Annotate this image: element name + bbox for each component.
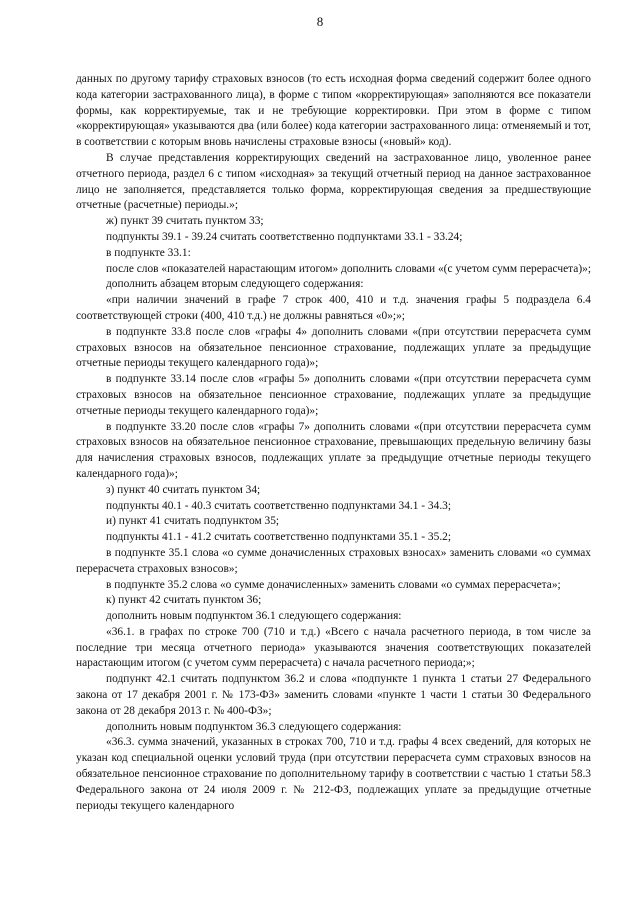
- paragraph: подпункты 41.1 - 41.2 считать соответственно подпунктами 35.1 - 35.2;: [106, 531, 452, 544]
- paragraph: «36.3. сумма значений, указанных в строках 700, 710 и т.д. графы 4 всех сведений, для которых не указан код специальной оценки условий труда (при отсутствии перерасчета сумм страховых взносов на обязательное пенсионное страхование по дополнительному тарифу в соответствии с частью 1 статьи 58.3 Федерального закона от 24 июля 2009 г. № 212-ФЗ, подлежащих уплате за предыдущие отчетные периоды текущего календарного: [76, 736, 591, 812]
- paragraph: к) пункт 42 считать пунктом 36;: [106, 594, 262, 607]
- paragraph: в подпункте 33.1:: [106, 246, 191, 259]
- paragraph: В случае представления корректирующих сведений на застрахованное лицо, уволенное ранее отчетного периода, раздел 6 с типом «исходная» за текущий отчетный период на данное застрахованное лицо не заполняется, представляется только форма, корректирующая сведения за предшествующие отчетные (расчетные) периоды.»;: [76, 151, 591, 212]
- paragraph: в подпункте 33.20 после слов «графы 7» дополнить словами «(при отсутствии перерасчета сумм страховых взносов на обязательное пенсионное страхование, превышающих предельную величину базы для начисления страховых взносов, подлежащих уплате за предыдущие отчетные периоды текущего календарного года)»;: [76, 420, 591, 480]
- paragraph: в подпункте 35.2 слова «о сумме доначисленных» заменить словами «о суммах перерасчета»;: [106, 578, 561, 591]
- document-body: [76, 72, 591, 814]
- paragraph: в подпункте 33.8 после слов «графы 4» дополнить словами «(при отсутствии перерасчета сумм страховых взносов на обязательное пенсионное страхование, подлежащих уплате за предыдущие отчетные периоды текущего календарного года)»;: [76, 325, 591, 370]
- paragraph: в подпункте 33.14 после слов «графы 5» дополнить словами «(при отсутствии перерасчета сумм страховых взносов на обязательное пенсионное страхование, подлежащих уплате за предыдущие отчетные периоды текущего календарного года)»;: [76, 373, 591, 417]
- paragraph: подпункты 40.1 - 40.3 считать соответственно подпунктами 34.1 - 34.3;: [106, 499, 452, 512]
- paragraph: ж) пункт 39 считать пунктом 33;: [106, 215, 264, 228]
- paragraph: в подпункте 35.1 слова «о сумме доначисленных страховых взносах» заменить словами «о суммах перерасчета страховых взносов»;: [76, 546, 591, 575]
- paragraph: дополнить новым подпунктом 36.3 следующего содержания:: [106, 720, 402, 733]
- paragraph: подпункт 42.1 считать подпунктом 36.2 и слова «подпункте 1 пункта 1 статьи 27 Федерального закона от 17 декабря 2001 г. № 173-ФЗ» заменить словами «пункте 1 части 1 статьи 30 Федерального закона от 28 декабря 2013 г. № 400-ФЗ»;: [76, 673, 591, 717]
- paragraph: дополнить абзацем вторым следующего содержания:: [106, 278, 364, 291]
- paragraph: после слов «показателей нарастающим итогом» дополнить словами «(с учетом сумм перерасчета)»;: [106, 262, 591, 275]
- paragraph: «36.1. в графах по строке 700 (710 и т.д.) «Всего с начала расчетного периода, в том числе за последние три месяца отчетного периода» указываются значения соответствующих показателей нарастающим итогом (с учетом сумм перерасчета) с начала расчетного периода;»;: [76, 625, 591, 670]
- paragraph: дополнить новым подпунктом 36.1 следующего содержания:: [106, 610, 402, 623]
- paragraph: данных по другому тарифу страховых взносов (то есть исходная форма сведений содержит более одного кода категории застрахованного лица), в форме с типом «корректирующая» заполняются все показатели формы, как корректируемые, так и не требующие корректировки. При этом в форме с типом «корректирующая» указываются два (или более) кода категории застрахованного лица: отменяемый и тот, в соответствии с которым вновь начислены страховые взносы («новый» код).: [76, 73, 591, 149]
- paragraph: и) пункт 41 считать подпунктом 35;: [106, 515, 280, 528]
- paragraph: «при наличии значений в графе 7 строк 400, 410 и т.д. значения графы 5 подраздела 6.4 соответствующей строки (400, 410 т.д.) не должны равняться «0»;»;: [76, 294, 591, 322]
- paragraph: подпункты 39.1 - 39.24 считать соответственно подпунктами 33.1 - 33.24;: [106, 230, 463, 243]
- paragraph: з) пункт 40 считать пунктом 34;: [106, 483, 261, 496]
- page-number: 8: [316, 14, 324, 29]
